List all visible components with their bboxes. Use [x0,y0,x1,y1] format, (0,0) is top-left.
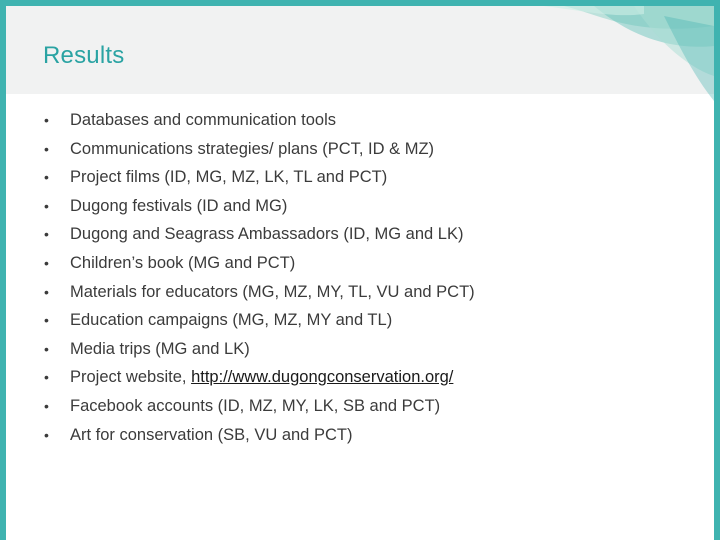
bullet-marker: • [44,369,49,386]
bullet-marker: • [44,112,49,128]
bullet-item [44,220,684,249]
frame-left-border [0,0,6,540]
bullet-marker: • [44,226,49,243]
bullet-text: Children’s book (MG and PCT) [70,253,296,272]
frame-top-border [0,0,720,6]
bullet-marker: • [44,312,49,329]
bullet-item [44,335,684,364]
bullet-text: Media trips (MG and LK) [70,339,250,358]
bullet-text: Facebook accounts (ID, MZ, MY, LK, SB and PCT) [70,396,441,415]
bullet-item [44,392,684,421]
bullet-marker: • [44,340,49,357]
bullet-text: Art for conservation (SB, VU and PCT) [70,425,353,444]
bullet-item [44,106,684,135]
slide-title: Results [43,42,125,69]
bullet-item [44,306,684,335]
bullet-text: Materials for educators (MG, MZ, MY, TL, VU and PCT) [70,282,475,301]
website-link[interactable]: http://www.dugongconservation.org/ [191,368,454,387]
frame-right-border [714,0,720,540]
bullet-marker: • [44,254,49,271]
bullet-marker: • [44,140,49,157]
bullet-item [44,249,684,278]
wave-decoration-icon [544,6,714,106]
bullet-text: Dugong festivals (ID and MG) [70,196,288,215]
bullet-text: Project films (ID, MG, MZ, LK, TL and PCT) [70,168,388,187]
bullet-marker: • [44,426,49,443]
bullet-text: Project website, [70,368,192,387]
bullet-item [44,278,684,307]
bullet-item [44,192,684,221]
bullet-text: Education campaigns (MG, MZ, MY and TL) [70,311,393,330]
bullet-list [44,106,684,449]
bullet-item [44,421,684,450]
bullet-text: Databases and communication tools [70,111,336,129]
bullet-item [44,163,684,192]
bullet-marker: • [44,197,49,214]
bullet-text: Communications strategies/ plans (PCT, ID & MZ) [70,139,435,158]
bullet-marker: • [44,397,49,414]
bullet-item [44,135,684,164]
bullet-marker: • [44,169,49,186]
bullet-item [44,363,684,392]
bullet-text: Dugong and Seagrass Ambassadors (ID, MG and LK) [70,225,464,244]
bullet-marker: • [44,283,49,300]
